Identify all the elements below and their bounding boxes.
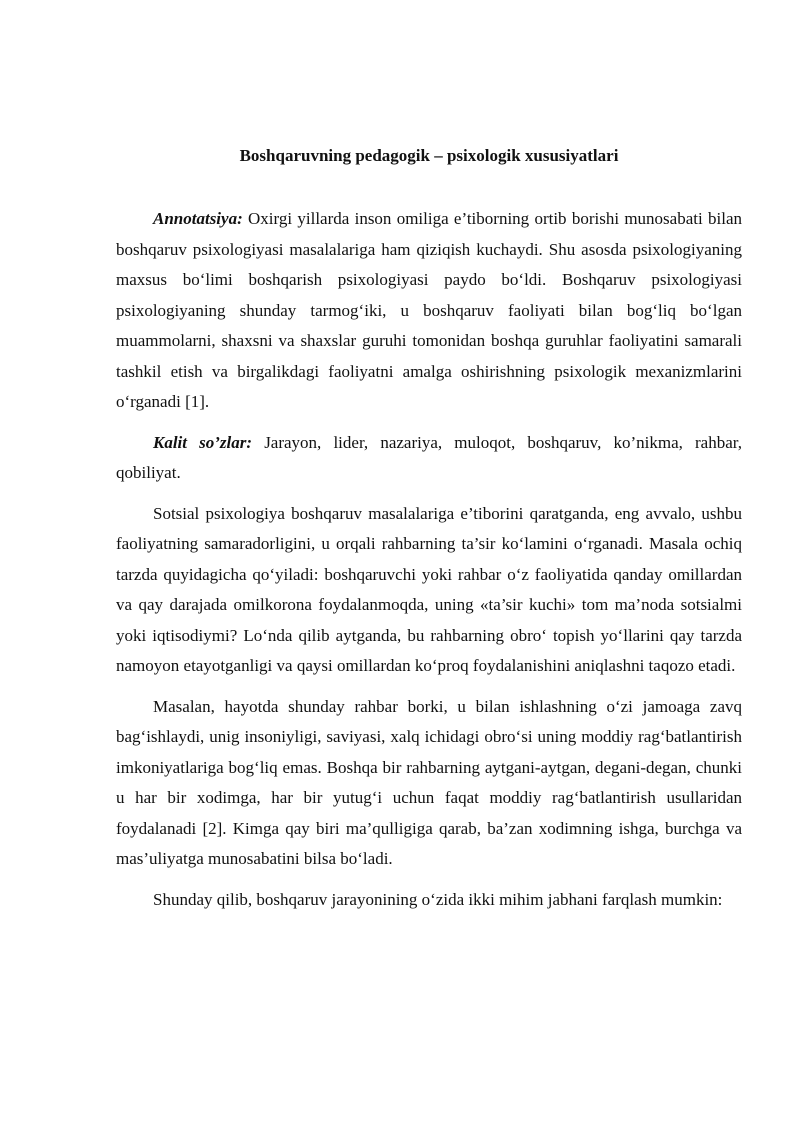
body-paragraph-2: Masalan, hayotda shunday rahbar borki, u bilan ishlashning o‘zi jamoaga zavq bag‘ishlaydi, unig insoniyligi, saviyasi, xalq ichidagi obro‘si uning moddiy rag‘batlantirish imkoniyatlariga bog‘liq emas. Boshqa bir rahbarning aytgani-aytgan, degani-degan, chunki u har bir xodimga, har bir yutug‘i uchun faqat moddiy rag‘batlantirish usullaridan foydalanadi [2]. Kimga qay biri ma’qulligiga qarab, ba’zan xodimning ishga, burchga va mas’uliyatga munosabatini bilsa bo‘ladi. <box>116 696 742 868</box>
document-body <box>116 142 742 925</box>
document-title: Boshqaruvning pedagogik – psixologik xususiyatlari <box>239 146 619 165</box>
body-paragraph-1: Sotsial psixologiya boshqaruv masalalariga e’tiborini qaratganda, eng avvalo, ushbu faoliyatning samaradorligini, u orqali rahbarning ta’sir ko‘lamini o‘rganadi. Masala ochiq tarzda quyidagicha qo‘yiladi: boshqaruvchi yoki rahbar o‘z faoliyatida qanday omillardan va qay darajada omilkorona foydalanmoqda, uning «ta’sir kuchi» tom ma’noda sotsialmi yoki iqtisodiymi? Lo‘nda qilib aytganda, bu rahbarning obro‘ topish yo‘llarini qay tarzda namoyon etayotganligi va qaysi omillardan ko‘proq foydalanishini aniqlashni taqozo etadi. <box>116 503 742 675</box>
annotation-text: Oxirgi yillarda inson omiliga e’tiborning ortib borishi munosabati bilan boshqaruv psixologiyasi masalalariga ham qiziqish kuchaydi. Shu asosda psixologiyaning maxsus bo‘limi boshqarish psixologiyasi paydo bo‘ldi. Boshqaruv psixologiyasi psixologiyaning shunday tarmog‘iki, u boshqaruv faoliyati bilan bog‘liq bo‘lgan muammolarni, shaxsni va shaxslar guruhi tomonidan boshqa guruhlar faoliyatini samarali tashkil etish va birgalikdagi faoliyatni amalga oshirishning psixologik mexanizmlarini o‘rganadi [1]. <box>116 209 742 411</box>
annotation-label: Annotatsiya: <box>153 209 243 228</box>
keywords-label: Kalit so’zlar: <box>153 432 253 452</box>
annotation-paragraph <box>116 204 742 418</box>
keywords-text: Jarayon, lider, nazariya, muloqot, boshqaruv, ko’nikma, rahbar, qobiliyat. <box>116 432 742 482</box>
body-paragraph-3: Shunday qilib, boshqaruv jarayonining o‘zida ikki mihim jabhani farqlash mumkin: <box>153 889 723 909</box>
keywords-paragraph <box>116 428 742 489</box>
